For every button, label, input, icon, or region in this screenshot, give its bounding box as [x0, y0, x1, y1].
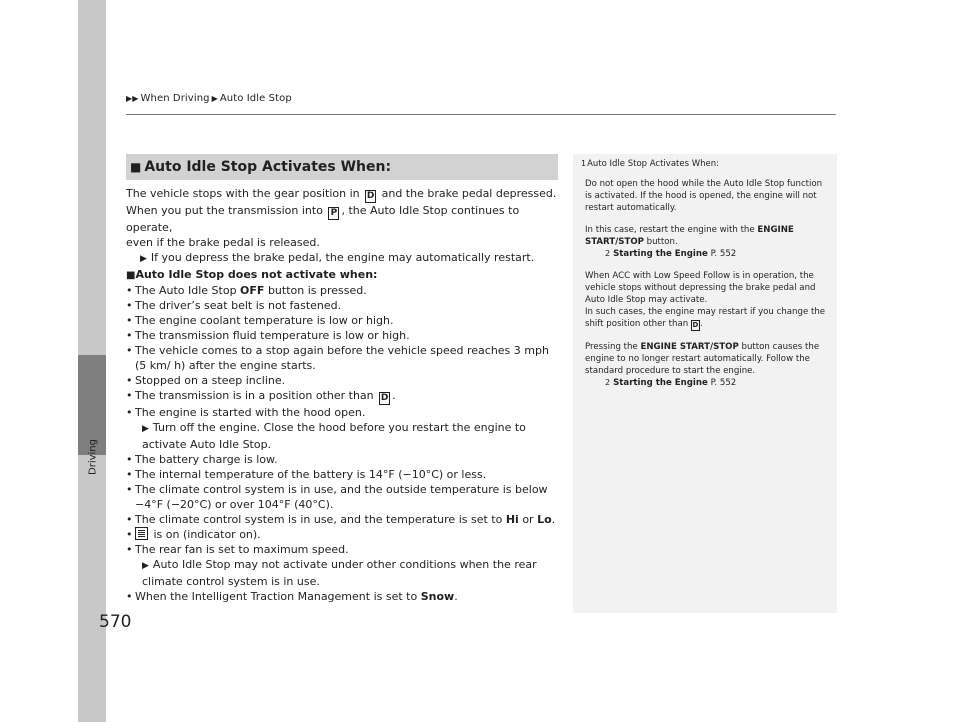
list-item: • The rear fan is set to maximum speed. ▶ Auto Idle Stop may not activate under other conditions when the rear climate control system is in use. [126, 542, 558, 589]
section-body [126, 186, 558, 604]
breadcrumb-item: Auto Idle Stop [219, 93, 292, 104]
chapter-label: Driving [87, 439, 99, 475]
arrow-icon: ▶ [211, 94, 218, 103]
page-reference-link[interactable]: 2 Starting the Engine P. 552 [605, 378, 737, 388]
side-note-paragraph: Do not open the hood while the Auto Idle Stop function is activated. If the hood is opened, the engine will not restart automatically. [585, 179, 823, 213]
side-note [573, 154, 837, 613]
list-item: • is on (indicator on). [126, 527, 558, 542]
breadcrumb [126, 93, 292, 104]
intro-paragraph: The vehicle stops with the gear position in D and the brake pedal depressed. When you put the transmission into P , the Auto Idle Stop continues to operate, even if the brake pedal is released. [126, 187, 557, 249]
double-arrow-icon: ▶▶ [126, 94, 139, 103]
list-item-reference: ▶ Auto Idle Stop may not activate under other conditions when the rear climate control system is in use. [142, 558, 537, 588]
main-column [126, 154, 558, 604]
side-note-paragraph: In such cases, the engine may restart if you change the shift position other than D . [585, 307, 826, 329]
reference-icon: 2 [605, 378, 611, 387]
list-item: • The Auto Idle Stop OFF button is pressed. [126, 283, 558, 298]
list-item: • The internal temperature of the battery is 14°F (−10°C) or less. [126, 467, 558, 482]
list-item-reference: ▶ Turn off the engine. Close the hood before you restart the engine to activate Auto Idle Stop. [142, 421, 526, 451]
section-title: ■ Auto Idle Stop Activates When: [126, 154, 558, 180]
arrow-icon: ▶ [142, 561, 149, 571]
list-item: • The engine coolant temperature is low or high. [126, 313, 558, 328]
arrow-icon: ▶ [142, 424, 149, 434]
list-item: • When the Intelligent Traction Management is set to Snow. [126, 589, 558, 604]
square-bullet-icon: ■ [130, 160, 142, 174]
side-note-paragraph: When ACC with Low Speed Follow is in operation, the vehicle stops without depressing the brake pedal and Auto Idle Stop may activate. [585, 271, 816, 305]
list-item: • The vehicle comes to a stop again before the vehicle speed reaches 3 mph (5 km/ h) after the engine starts. [126, 343, 558, 373]
side-note-paragraph: Pressing the ENGINE START/STOP button causes the engine to no longer restart automatically. Follow the standard procedure to start the engine. 2 Starting the Engine P. 552 [585, 341, 829, 389]
gear-d-icon: D [366, 191, 375, 201]
square-bullet-icon: ■ [126, 270, 136, 281]
list-item: • Stopped on a steep incline. [126, 373, 558, 388]
list-item: • The engine is started with the hood open. ▶ Turn off the engine. Close the hood before you restart the engine to activate Auto Idle Stop. [126, 405, 558, 452]
subsection-heading: ■Auto Idle Stop does not activate when: [126, 268, 378, 281]
note-icon: 1 [581, 159, 587, 168]
side-note-title: 1Auto Idle Stop Activates When: [581, 159, 719, 169]
rear-defroster-icon [135, 527, 148, 540]
gear-d-icon: D [380, 393, 389, 403]
page-reference-link[interactable]: 2 Starting the Engine P. 552 [605, 249, 737, 259]
intro-reference: ▶ If you depress the brake pedal, the engine may automatically restart. [140, 251, 535, 264]
gear-p-icon: P [328, 207, 339, 220]
list-item: • The climate control system is in use, and the outside temperature is below −4°F (−20°C) or over 104°F (40°C). [126, 482, 558, 512]
list-item: • The battery charge is low. [126, 452, 558, 467]
arrow-icon: ▶ [140, 254, 147, 264]
list-item: • The driver’s seat belt is not fastened. [126, 298, 558, 313]
side-note-paragraph: In this case, restart the engine with the ENGINE START/STOP button. 2 Starting the Engine P. 552 [585, 224, 829, 260]
breadcrumb-item: When Driving [140, 93, 210, 104]
page-number: 570 [99, 612, 132, 632]
list-item: • The climate control system is in use, and the temperature is set to Hi or Lo. [126, 512, 558, 527]
list-item: • The transmission is in a position other than D . [126, 388, 558, 405]
reference-icon: 2 [605, 249, 611, 258]
condition-list [126, 283, 558, 604]
header-rule [126, 114, 836, 115]
gear-d-icon: D [692, 321, 699, 329]
list-item: • The transmission fluid temperature is low or high. [126, 328, 558, 343]
